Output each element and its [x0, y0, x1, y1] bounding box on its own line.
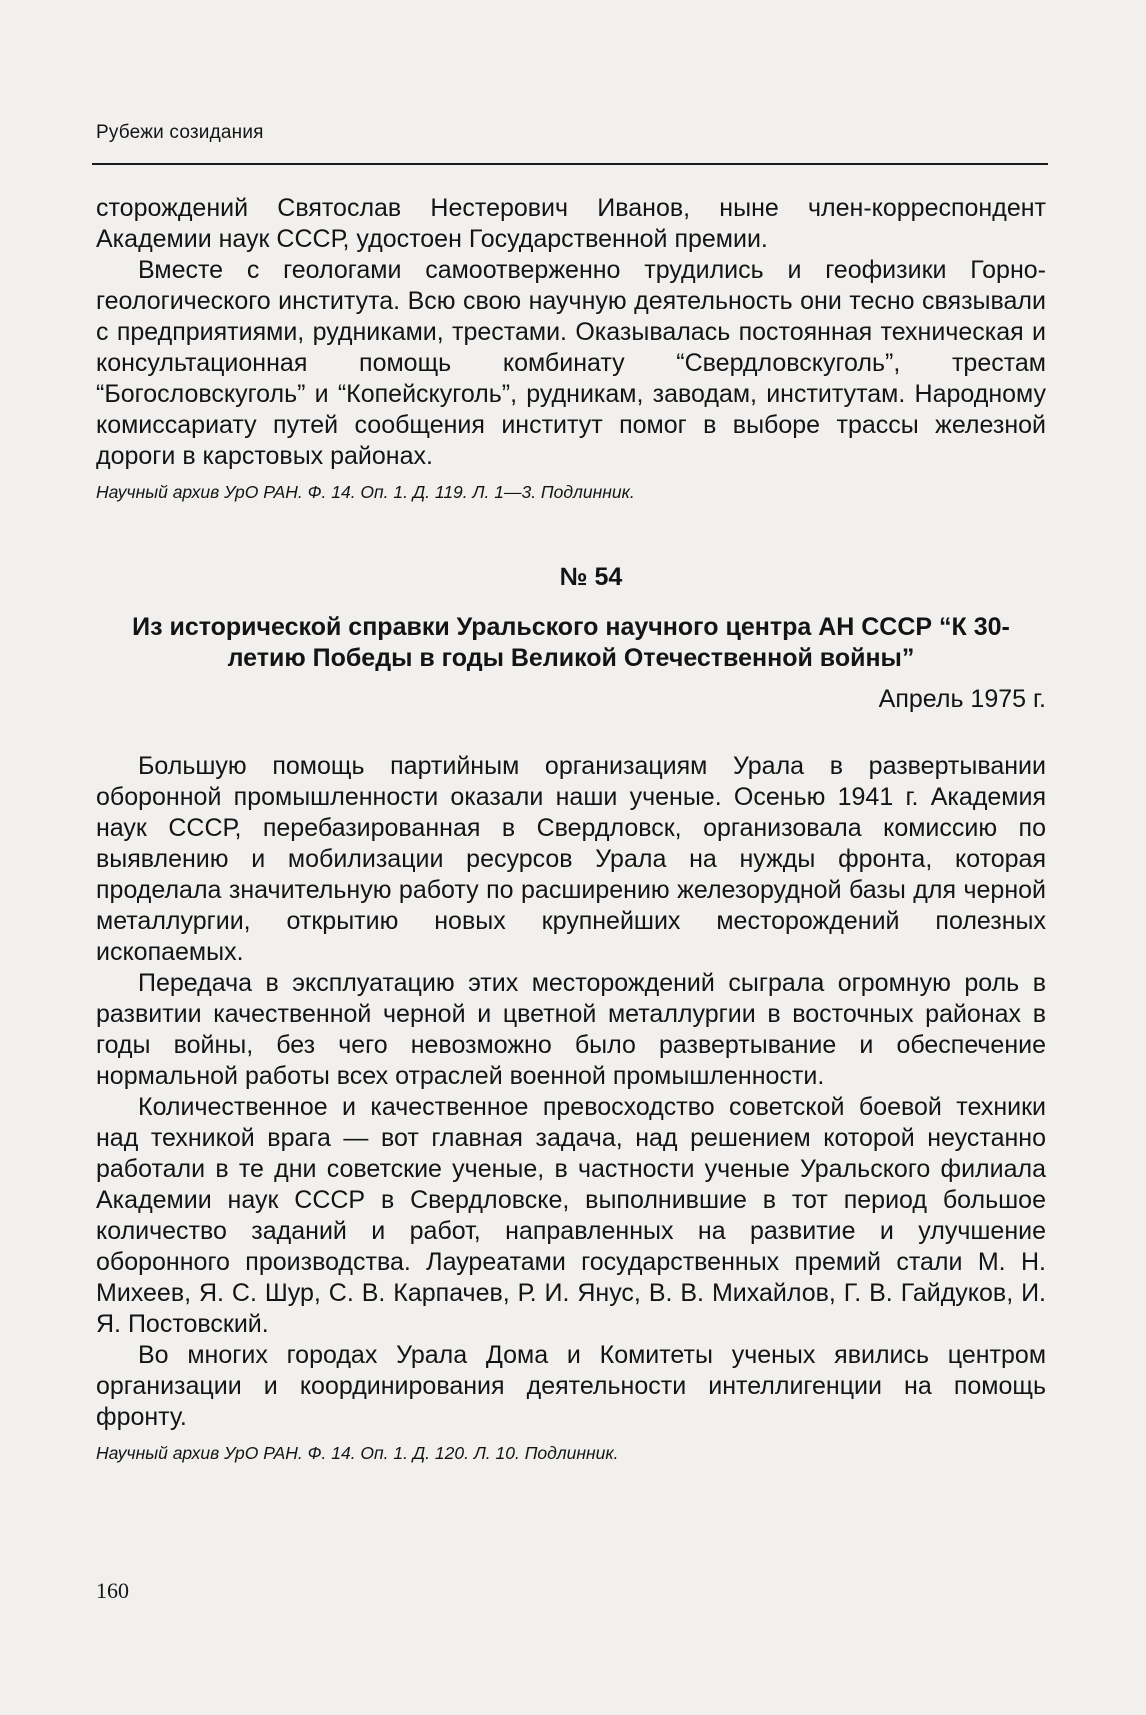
intro-paragraph: Вместе с геологами самоотверженно трудились и геофизики Горно-геологического института. Всю свою научную деятельность они тесно связывали с предприятиями, рудниками, трестами. Оказывалась постоянная техническая и консультационная помощь комбинату “Свердловскуголь”, трестам “Богословскуголь” и “Копейскуголь”, рудникам, заводам, институтам. Народному комиссариату путей сообщения институт помог в выборе трассы железной дороги в карстовых районах. [96, 256, 1046, 470]
header-rule [92, 163, 1048, 165]
spacer [96, 715, 1046, 751]
running-header: Рубежи созидания [96, 122, 264, 143]
document-date: Апрель 1975 г. [878, 685, 1046, 713]
document-number: № 54 [559, 563, 623, 591]
document-paragraph: Большую помощь партийным организациям Урала в развертывании оборонной промышленности оказали наши ученые. Осенью 1941 г. Академия наук СССР, перебазированная в Свердловск, организовала комиссию по выявлению и мобилизации ресурсов Урала на нужды фронта, которая проделала значительную работу по расширению железорудной базы для черной металлургии, открытию новых крупнейших месторождений полезных ископаемых. [96, 752, 1046, 966]
archive-source: Научный архив УрО РАН. Ф. 14. Оп. 1. Д. 119. Л. 1—3. Подлинник. [96, 482, 635, 502]
document-paragraph: Передача в эксплуатацию этих месторождений сыграла огромную роль в развитии качественной черной и цветной металлургии в восточных районах в годы войны, без чего невозможно было развертывание и обеспечение нормальной работы всех отраслей военной промышленности. [96, 969, 1046, 1090]
page-number: 160 [96, 1578, 129, 1603]
archive-source: Научный архив УрО РАН. Ф. 14. Оп. 1. Д. 120. Л. 10. Подлинник. [96, 1443, 619, 1463]
page-body [96, 193, 1046, 1465]
document-paragraph: Во многих городах Урала Дома и Комитеты ученых явились центром организации и координирования деятельности интеллигенции на помощь фронту. [96, 1341, 1046, 1431]
document-title: Из исторической справки Уральского научного центра АН СССР “К 30-летию Победы в годы Великой Отечественной войны” [132, 613, 1010, 672]
intro-paragraph: сторождений Святослав Нестерович Иванов, ныне член-корреспондент Академии наук СССР, удостоен Государственной премии. [96, 194, 1046, 253]
document-paragraph: Количественное и качественное превосходство советской боевой техники над техникой врага — вот главная задача, над решением которой неустанно работали в те дни советские ученые, в частности ученые Уральского филиала Академии наук СССР в Свердловске, выполнившие в тот период большое количество заданий и работ, направленных на развитие и улучшение оборонного производства. Лауреатами государственных премий стали М. Н. Михеев, Я. С. Шур, С. В. Карпачев, Р. И. Янус, В. В. Михайлов, Г. В. Гайдуков, И. Я. Постовский. [96, 1093, 1046, 1338]
